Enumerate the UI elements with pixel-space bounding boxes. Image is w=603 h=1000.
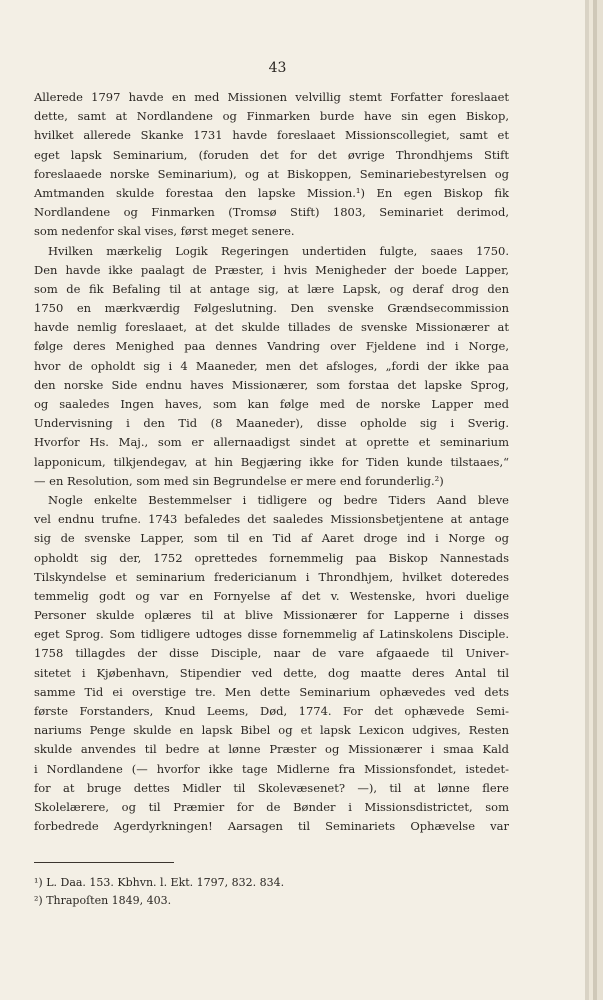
text-line: samme Tid ei overstige tre. Men dette Seminarium ophævedes ved dets [34,684,509,699]
text-line: som nedenfor skal vises, først meget senere. [34,224,295,239]
text-line: Nogle enkelte Bestemmelser i tidligere og bedre Tiders Aand bleve [48,492,509,507]
text-line: sitetet i Kjøbenhavn, Stipendier ved dette, dog maatte deres Antal til [34,665,509,680]
footnote: ²) Thrapoſten 1849, 403. [34,894,172,907]
text-line: Allerede 1797 havde en med Missionen velvillig stemt Forfatter foreslaaet [34,90,509,104]
text-line: forbedrede Agerdyrkningen! Aarsagen til Seminariets Ophævelse var [34,819,509,834]
text-line: den norske Side endnu haves Missionærer, som forstaa det lapske Sprog, [34,377,509,392]
text-line: første Forstanders, Knud Leems, Død, 1774. For det ophævede Semi- [34,704,509,718]
text-line: eget Sprog. Som tidligere udtoges disse fornemmelig af Latinskolens Disciple. [34,627,509,642]
text-line: Personer skulde oplæres til at blive Missionærer for Lapperne i disses [34,608,509,623]
text-line: Undervisning i den Tid (8 Maaneder), disse opholde sig i Sverig. [34,416,509,431]
text-line: Den havde ikke paalagt de Præster, i hvis Menigheder der boede Lapper, [34,262,509,277]
footnote-divider [34,862,174,863]
text-line: eget lapsk Seminarium, (foruden det for det øvrige Throndhjems Stift [34,147,509,162]
text-line: nariums Penge skulde en lapsk Bibel og et lapsk Lexicon udgives, Resten [34,723,509,738]
page-edge [597,0,603,1000]
text-line: og saaledes Ingen haves, som kan følge med de norske Lapper med [34,397,509,411]
text-line: for at bruge dettes Midler til Skolevæsenet? —), til at lønne flere [34,780,509,795]
footnote: ¹) L. Daa. 153. Kbhvn. l. Ekt. 1797, 832. 834. [34,876,285,889]
text-line: 1758 tillagdes der disse Disciple, naar de vare afgaaede til Univer- [34,646,509,661]
text-line: temmelig godt og var en Fornyelse af det v. Westenske, hvori duelige [34,588,509,603]
text-line: hvor de opholdt sig i 4 Maaneder, men det afsloges, „fordi der ikke paa [34,358,509,373]
text-line: hvilket allerede Skanke 1731 havde foreslaaet Missionscollegiet, samt et [34,128,509,143]
body-text [34,88,509,836]
text-line: 1750 en mærkværdig Følgeslutning. Den svenske Grændsecommission [34,301,509,316]
text-line: som de fik Befaling til at antage sig, at lære Lapsk, og deraf drog den [34,281,509,296]
text-line: lapponicum, tilkjendegav, at hin Begjæring ikke for Tiden kunde tilstaaes,“ [34,454,509,469]
text-line: i Nordlandene (— hvorfor ikke tage Midlerne fra Missionsfondet, istedet- [34,761,509,776]
text-line: Tilskyndelse et seminarium fredericianum i Throndhjem, hvilket doteredes [34,569,509,584]
text-line: skulde anvendes til bedre at lønne Præster og Missionærer i smaa Kald [34,742,509,757]
text-line: dette, samt at Nordlandene og Finmarken burde have sin egen Biskop, [34,109,509,124]
footnotes [34,874,504,910]
text-line: foreslaaede norske Seminarium), og at Biskoppen, Seminariebestyrelsen og [34,166,509,181]
text-line: Amtmanden skulde forestaa den lapske Mission.¹) En egen Biskop fik [34,185,509,200]
text-line: vel endnu trufne. 1743 befaledes det saaledes Missionsbetjentene at antage [34,512,509,527]
text-line: Nordlandene og Finmarken (Tromsø Stift) 1803, Seminariet derimod, [34,205,509,220]
text-line: opholdt sig der, 1752 oprettedes fornemmelig paa Biskop Nannestads [34,550,509,565]
text-line: Hvilken mærkelig Logik Regeringen undertiden fulgte, saaes 1750. [48,243,509,258]
text-line: — en Resolution, som med sin Begrundelse er mere end forunderlig.²) [34,473,444,488]
text-line: sig de svenske Lapper, som til en Tid af Aaret droge ind i Norge og [34,531,509,546]
text-line: følge deres Menighed paa dennes Vandring over Fjeldene ind i Norge, [34,339,509,354]
text-line: havde nemlig foreslaaet, at det skulde tillades de svenske Missionærer at [34,320,509,335]
page-number: 43 [268,60,287,76]
text-line: Hvorfor Hs. Maj., som er allernaadigst sindet at oprette et seminarium [34,435,509,450]
text-line: Skolelærere, og til Præmier for de Bønder i Missionsdistrictet, som [34,799,509,814]
